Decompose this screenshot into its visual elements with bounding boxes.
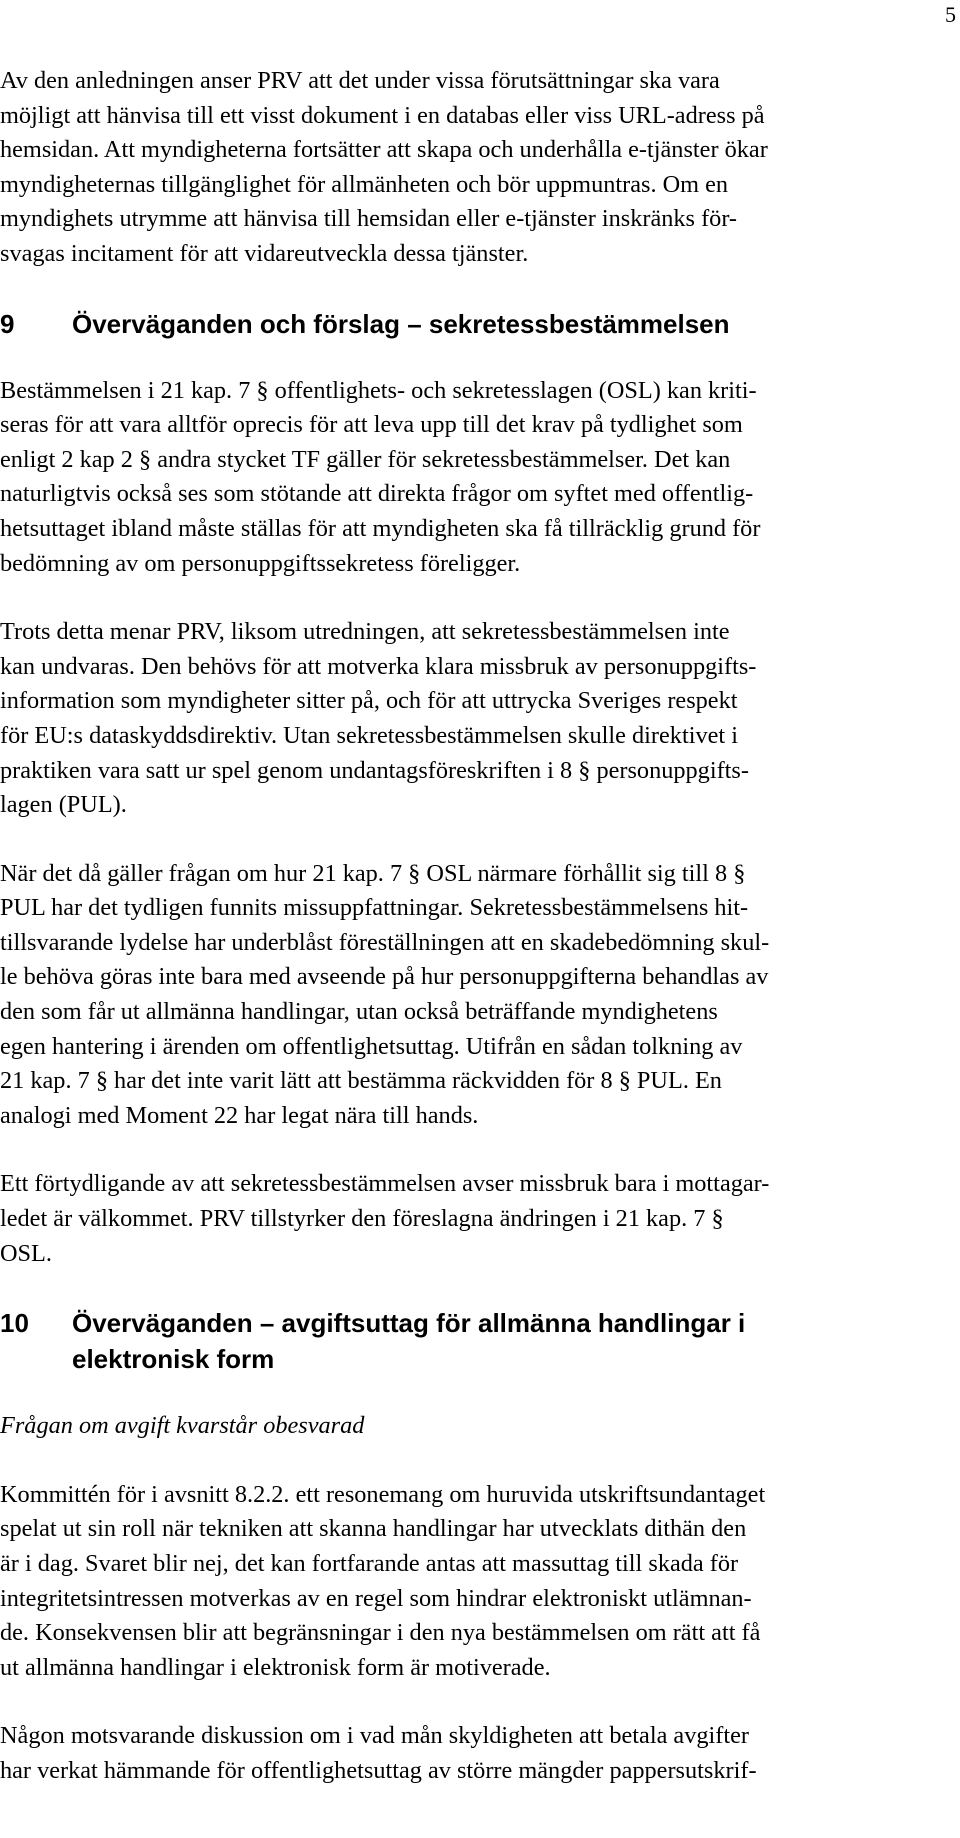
text-line: svagas incitament för att vidareutveckla dessa tjänster. bbox=[0, 239, 529, 267]
text-line: Bestämmelsen i 21 kap. 7 § offentlighets- och sekretesslagen (OSL) kan kriti- bbox=[0, 376, 757, 404]
text-line: myndigheternas tillgänglighet för allmänheten och bör uppmuntras. Om en bbox=[0, 170, 729, 198]
text-line: lagen (PUL). bbox=[0, 791, 127, 819]
paragraph-4 bbox=[0, 857, 935, 1134]
text-line: den som får ut allmänna handlingar, utan också beträffande myndighetens bbox=[0, 998, 718, 1026]
text-line: bedömning av om personuppgiftssekretess föreligger. bbox=[0, 549, 521, 577]
text-line: tillsvarande lydelse har underblåst föreställningen att en skadebedömning skul- bbox=[0, 928, 770, 956]
section-heading-10 bbox=[0, 1305, 935, 1377]
document-body bbox=[0, 64, 935, 1789]
paragraph-2 bbox=[0, 374, 935, 582]
text-line: har verkat hämmande för offentlighetsuttag av större mängder pappersutskrif- bbox=[0, 1756, 757, 1784]
text-line: Kommittén för i avsnitt 8.2.2. ett resonemang om huruvida utskriftsundantaget bbox=[0, 1480, 766, 1508]
section-number: 9 bbox=[0, 308, 15, 339]
paragraph-5 bbox=[0, 1167, 935, 1271]
text-line: information som myndigheter sitter på, och för att uttrycka Sveriges respekt bbox=[0, 687, 738, 715]
text-line: OSL. bbox=[0, 1239, 52, 1267]
text-line: Någon motsvarande diskussion om i vad mån skyldigheten att betala avgifter bbox=[0, 1722, 749, 1750]
section-heading-9 bbox=[0, 306, 935, 342]
text-line: hetsuttaget ibland måste ställas för att myndigheten ska få tillräcklig grund för bbox=[0, 514, 761, 542]
section-number: 10 bbox=[0, 1308, 29, 1339]
text-line: spelat ut sin roll när tekniken att skanna handlingar har utvecklats dithän den bbox=[0, 1515, 747, 1543]
section-title-line: elektronisk form bbox=[72, 1344, 275, 1375]
text-line: le behöva göras inte bara med avseende på hur personuppgifterna behandlas av bbox=[0, 963, 769, 991]
text-line: analogi med Moment 22 har legat nära till hands. bbox=[0, 1101, 479, 1129]
text-line: enligt 2 kap 2 § andra stycket TF gäller för sekretessbestämmelser. Det kan bbox=[0, 445, 731, 473]
text-line: myndighets utrymme att hänvisa till hemsidan eller e-tjänster inskränks för- bbox=[0, 205, 738, 233]
text-line: Ett förtydligande av att sekretessbestämmelsen avser missbruk bara i mottagar- bbox=[0, 1170, 770, 1198]
text-line: integritetsintressen motverkas av en regel som hindrar elektroniskt utlämnan- bbox=[0, 1584, 752, 1612]
section-title-line: Överväganden – avgiftsuttag för allmänna handlingar i bbox=[72, 1308, 746, 1339]
text-line: egen hantering i ärenden om offentlighetsuttag. Utifrån en sådan tolkning av bbox=[0, 1032, 743, 1060]
text-line: de. Konsekvensen blir att begränsningar i den nya bestämmelsen om rätt att få bbox=[0, 1619, 761, 1647]
page-number: 5 bbox=[945, 2, 956, 27]
subheading: Frågan om avgift kvarstår obesvarad bbox=[0, 1412, 365, 1440]
text-line: naturligtvis också ses som stötande att direkta frågor om syftet med offentlig- bbox=[0, 480, 754, 508]
text-line: hemsidan. Att myndigheterna fortsätter att skapa och underhålla e-tjänster ökar bbox=[0, 136, 768, 164]
text-line: praktiken vara satt ur spel genom undantagsföreskriften i 8 § personuppgifts- bbox=[0, 756, 749, 784]
paragraph-7 bbox=[0, 1719, 935, 1788]
text-line: ledet är välkommet. PRV tillstyrker den föreslagna ändringen i 21 kap. 7 § bbox=[0, 1205, 724, 1233]
text-line: 21 kap. 7 § har det inte varit lätt att bestämma räckvidden för 8 § PUL. En bbox=[0, 1067, 722, 1095]
text-line: Trots detta menar PRV, liksom utredningen, att sekretessbestämmelsen inte bbox=[0, 618, 730, 646]
text-line: ut allmänna handlingar i elektronisk form är motiverade. bbox=[0, 1653, 551, 1681]
section-title bbox=[72, 1305, 745, 1377]
paragraph-1 bbox=[0, 64, 935, 272]
text-line: är i dag. Svaret blir nej, det kan fortfarande antas att massuttag till skada för bbox=[0, 1550, 739, 1577]
text-line: seras för att vara alltför oprecis för att leva upp till det krav på tydlighet som bbox=[0, 411, 743, 439]
section-title-line: Överväganden och förslag – sekretessbestämmelsen bbox=[72, 308, 730, 339]
paragraph-6 bbox=[0, 1478, 935, 1686]
text-line: När det då gäller frågan om hur 21 kap. 7 § OSL närmare förhållit sig till 8 § bbox=[0, 859, 746, 887]
paragraph-3 bbox=[0, 615, 935, 823]
text-line: kan undvaras. Den behövs för att motverka klara missbruk av personuppgifts- bbox=[0, 652, 757, 680]
section-title bbox=[72, 306, 730, 342]
text-line: PUL har det tydligen funnits missuppfattningar. Sekretessbestämmelsens hit- bbox=[0, 894, 749, 922]
text-line: möjligt att hänvisa till ett visst dokument i en databas eller viss URL-adress på bbox=[0, 101, 765, 129]
text-line: Av den anledningen anser PRV att det under vissa förutsättningar ska vara bbox=[0, 67, 720, 94]
text-line: för EU:s dataskyddsdirektiv. Utan sekretessbestämmelsen skulle direktivet i bbox=[0, 721, 738, 749]
